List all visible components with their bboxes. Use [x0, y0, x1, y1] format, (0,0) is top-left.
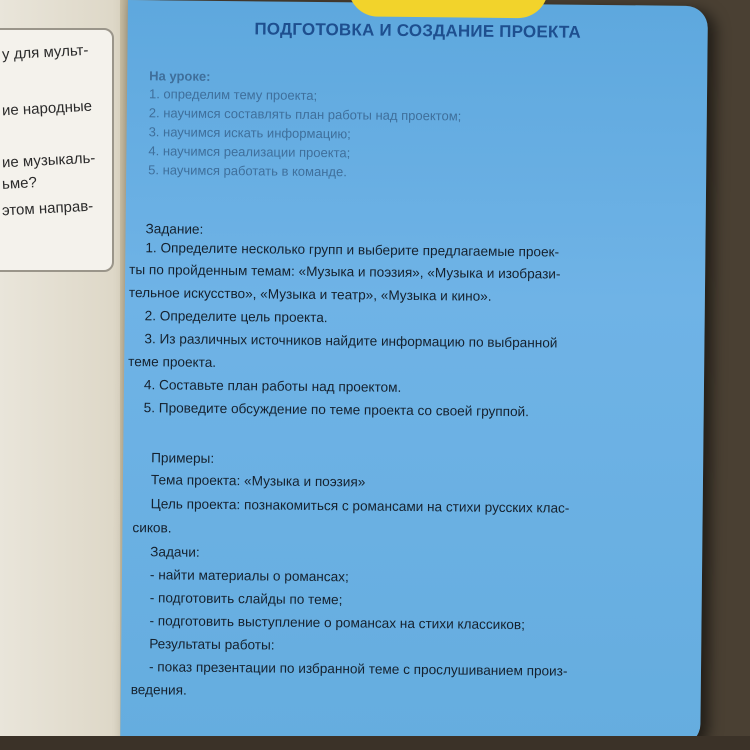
lesson-item: 3. научимся искать информацию; [148, 124, 351, 142]
left-page-box [0, 28, 114, 272]
examples-heading: Примеры: [151, 450, 215, 466]
left-page-line: ие музыкаль- [1, 149, 96, 172]
page-title: ПОДГОТОВКА И СОЗДАНИЕ ПРОЕКТА [254, 19, 582, 42]
examples-line: - подготовить выступление о романсах на стихи классиков; [149, 613, 525, 633]
blue-page [120, 0, 708, 746]
task-line: 4. Составьте план работы над проектом. [143, 377, 402, 395]
task-line: 5. Проведите обсуждение по теме проекта со своей группой. [143, 400, 530, 420]
lesson-item: 5. научимся работать в команде. [148, 162, 347, 180]
examples-line: ведения. [130, 682, 187, 698]
examples-line: Задачи: [150, 544, 200, 560]
left-page-line: ьме? [1, 174, 38, 193]
task-line: тельное искусство», «Музыка и театр», «Музыка и кино». [128, 285, 492, 304]
examples-line: Цель проекта: познакомиться с романсами на стихи русских клас- [150, 496, 570, 516]
examples-line: сиков. [132, 520, 172, 536]
examples-line: - подготовить слайды по теме; [149, 590, 343, 608]
task-line: 3. Из различных источников найдите информацию по выбранной [144, 331, 558, 351]
examples-line: - найти материалы о романсах; [149, 567, 349, 585]
task-heading: Задание: [145, 221, 204, 237]
lesson-heading: На уроке: [149, 68, 211, 84]
lesson-item: 2. научимся составлять план работы над проектом; [148, 105, 462, 124]
task-line: теме проекта. [128, 354, 217, 370]
left-page-line: этом направ- [1, 197, 94, 220]
page-tab [348, 0, 548, 18]
task-line: 2. Определите цель проекта. [144, 308, 328, 326]
table-surface [0, 736, 750, 750]
examples-line: - показ презентации по избранной теме с прослушиванием произ- [148, 659, 568, 679]
task-line: ты по пройденным темам: «Музыка и поэзия», «Музыка и изобрази- [129, 262, 561, 282]
examples-line: Тема проекта: «Музыка и поэзия» [150, 472, 366, 490]
lesson-item: 4. научимся реализации проекта; [148, 143, 351, 161]
left-page-line: у для мульт- [1, 41, 89, 64]
task-line: 1. Определите несколько групп и выберите предлагаемые проек- [145, 240, 560, 260]
lesson-item: 1. определим тему проекта; [148, 86, 318, 103]
left-page-line: ие народные [1, 97, 93, 120]
examples-line: Результаты работы: [149, 636, 275, 653]
